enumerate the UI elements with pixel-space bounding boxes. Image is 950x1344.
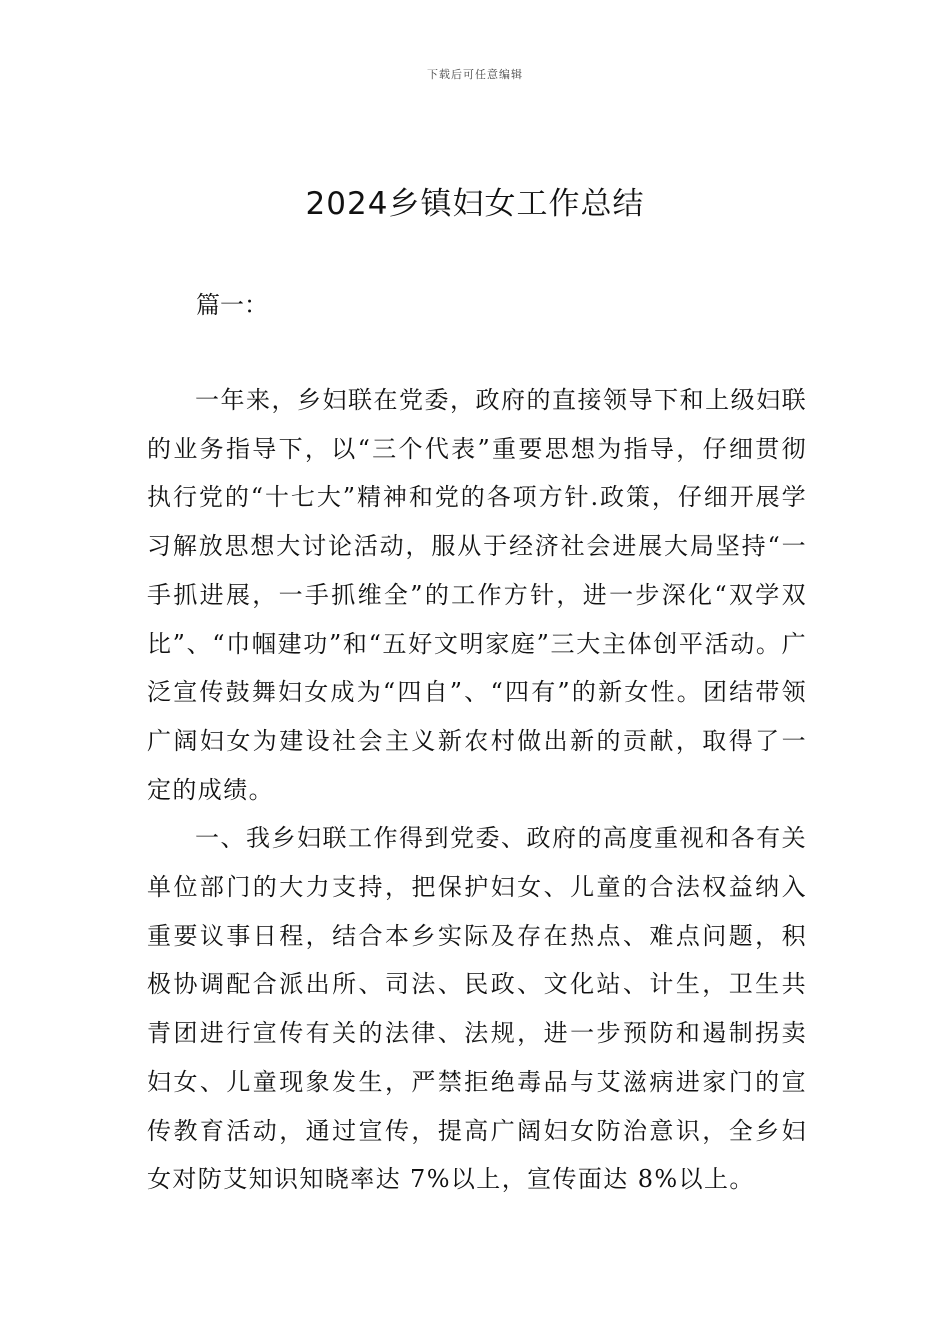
paragraph: 一、我乡妇联工作得到党委、政府的高度重视和各有关单位部门的大力支持，把保护妇女、儿童的合法权益纳入重要议事日程，结合本乡实际及存在热点、难点问题，积极协调配合派出所、司法、民政、文化站、计生，卫生共青团进行宣传有关的法律、法规，进一步预防和遏制拐卖妇女、儿童现象发生，严禁拒绝毒品与艾滋病进家门的宣传教育活动，通过宣传，提高广阔妇女防治意识，全乡妇女对防艾知识知晓率达 7%以上，宣传面达 8%以上。 — [147, 824, 807, 1194]
document-title: 2024乡镇妇女工作总结 — [305, 186, 645, 222]
header-note: 下载后可任意编辑 — [427, 68, 523, 81]
paragraph: 一年来，乡妇联在党委，政府的直接领导下和上级妇联的业务指导下，以“三个代表”重要思想为指导，仔细贯彻执行党的“十七大”精神和党的各项方针.政策，仔细开展学习解放思想大讨论活动，服从于经济社会进展大局坚持“一手抓进展，一手抓维全”的工作方针，进一步深化“双学双比”、“巾帼建功”和“五好文明家庭”三大主体创平活动。广泛宣传鼓舞妇女成为“四自”、“四有”的新女性。团结带领广阔妇女为建设社会主义新农村做出新的贡献，取得了一定的成绩。 — [147, 386, 807, 804]
section-label: 篇一： — [196, 291, 268, 319]
document-body — [147, 376, 807, 1204]
